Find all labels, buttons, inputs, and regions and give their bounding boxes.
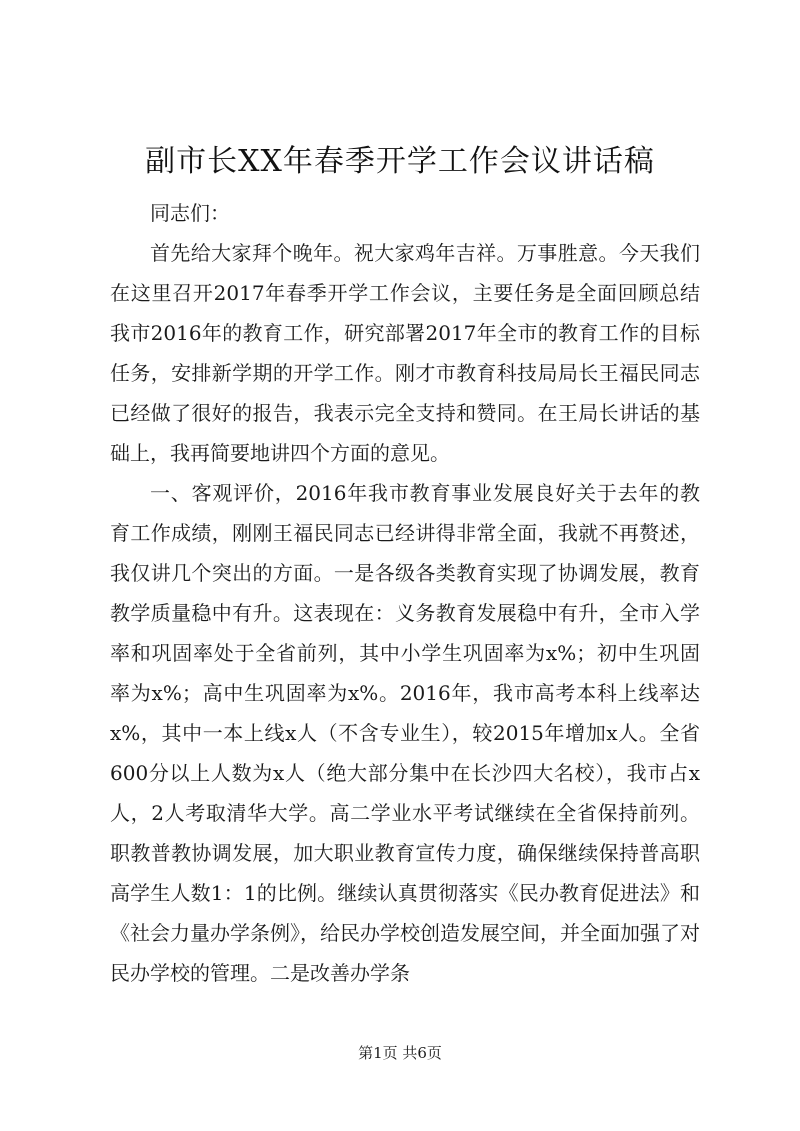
page-number-footer: 第1页 共6页	[358, 1044, 442, 1062]
paragraph-opening: 首先给大家拜个晚年。祝大家鸡年吉祥。万事胜意。今天我们在这里召开2017年春季开学工作会议，主要任务是全面回顾总结我市2016年的教育工作，研究部署2017年全市的教育工作的目标任务，安排新学期的开学工作。刚才市教育科技局局长王福民同志已经做了很好的报告，我表示完全支持和赞同。在王局长讲话的基础上，我再简要地讲四个方面的意见。	[110, 241, 700, 465]
paragraph-evaluation: 一、客观评价，2016年我市教育事业发展良好关于去年的教育工作成绩，刚刚王福民同志已经讲得非常全面，我就不再赘述，我仅讲几个突出的方面。一是各级各类教育实现了协调发展，教育教学质量稳中有升。这表现在：义务教育发展稳中有升，全市入学率和巩固率处于全省前列，其中小学生巩固率为x%；初中生巩固率为x%；高中生巩固率为x%。2016年，我市高考本科上线率达x%，其中一本上线x人（不含专业生），较2015年增加x人。全省600分以上人数为x人（绝大部分集中在长沙四大名校），我市占x人，2人考取清华大学。高二学业水平考试继续在全省保持前列。职教普教协调发展，加大职业教育宣传力度，确保继续保持普高职高学生人数1：1的比例。继续认真贯彻落实《民办教育促进法》和《社会力量办学条例》，给民办学校创造发展空间，并全面加强了对民办学校的管理。二是改善办学条	[110, 481, 700, 985]
greeting-line: 同志们：	[150, 201, 230, 225]
document-body	[110, 193, 700, 993]
document-title: 副市长XX年春季开学工作会议讲话稿	[145, 144, 655, 179]
